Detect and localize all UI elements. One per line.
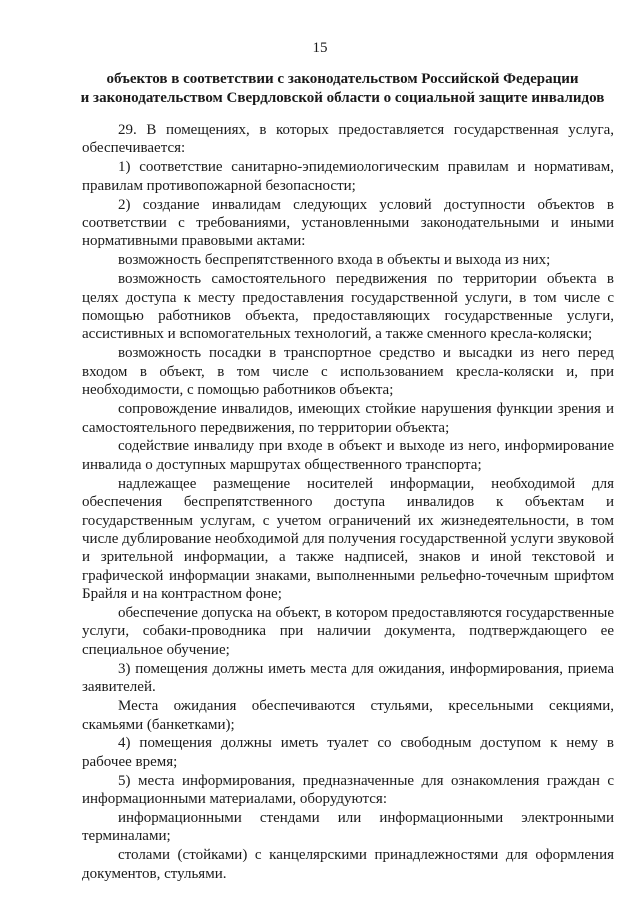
paragraph-guide-dog: обеспечение допуска на объект, в котором предоставляются государственные услуги, собаки-проводника при наличии документа, подтверждающего ее специальное обучение; — [82, 605, 614, 658]
paragraph-assistance: содействие инвалиду при входе в объект и выходе из него, информирование инвалида о доступных маршрутах общественного транспорта; — [82, 438, 614, 473]
paragraph-tables: столами (стойками) с канцелярскими принадлежностями для оформления документов, стульями. — [82, 847, 614, 882]
paragraph-item-3: 3) помещения должны иметь места для ожидания, информирования, приема заявителей. — [82, 660, 614, 696]
page-number: 15 — [312, 40, 328, 56]
paragraph-boarding: возможность посадки в транспортное средство и высадки из него перед входом в объект, в том числе с использованием кресла-коляски и, при необходимости, с помощью работников объекта; — [82, 345, 614, 399]
paragraph-item-2: 2) создание инвалидам следующих условий доступности объектов в соответствии с требованиями, установленными законодательными и иными нормативными правовыми актами: — [82, 196, 614, 250]
paragraph-information-placement: надлежащее размещение носителей информации, необходимой для обеспечения беспрепятственного доступа инвалидов к объектам и государственным услугам, с учетом ограничений их жизнедеятельности, в том числе дублирование необходимой для получения государственной услуги звуковой и зрительной информации, а также надписей, знаков и иной текстовой и графической информации знаками, выполненными рельефно-точечным шрифтом Брайля и на контрастном фоне; — [82, 475, 614, 603]
section-heading — [70, 70, 615, 108]
paragraph-29-intro: 29. В помещениях, в которых предоставляется государственная услуга, обеспечивается: — [82, 122, 614, 157]
paragraph-entry-access: возможность беспрепятственного входа в объекты и выхода из них; — [118, 252, 551, 269]
heading-line-2: и законодательством Свердловской области о социальной защите инвалидов — [80, 90, 605, 106]
document-body — [82, 121, 614, 884]
paragraph-movement: возможность самостоятельного передвижения по территории объекта в целях доступа к месту предоставления государственной услуги, в том числе с помощью работников объекта, предоставляющих государственные услуги, ассистивных и вспомогательных технологий, а также сменного кресла-коляски; — [82, 271, 614, 343]
paragraph-waiting-areas: Места ожидания обеспечиваются стульями, кресельными секциями, скамьями (банкетками); — [82, 698, 614, 733]
heading-line-1: объектов в соответствии с законодательством Российской Федерации — [106, 71, 579, 87]
paragraph-item-4: 4) помещения должны иметь туалет со свободным доступом к нему в рабочее время; — [82, 735, 614, 770]
paragraph-item-5: 5) места информирования, предназначенные для ознакомления граждан с информационными материалами, оборудуются: — [82, 772, 614, 808]
paragraph-escort: сопровождение инвалидов, имеющих стойкие нарушения функции зрения и самостоятельного передвижения, по территории объекта; — [82, 401, 614, 436]
paragraph-stands: информационными стендами или информационными электронными терминалами; — [82, 810, 614, 845]
paragraph-item-1: 1) соответствие санитарно-эпидемиологическим правилам и нормативам, правилам противопожарной безопасности; — [82, 159, 614, 194]
